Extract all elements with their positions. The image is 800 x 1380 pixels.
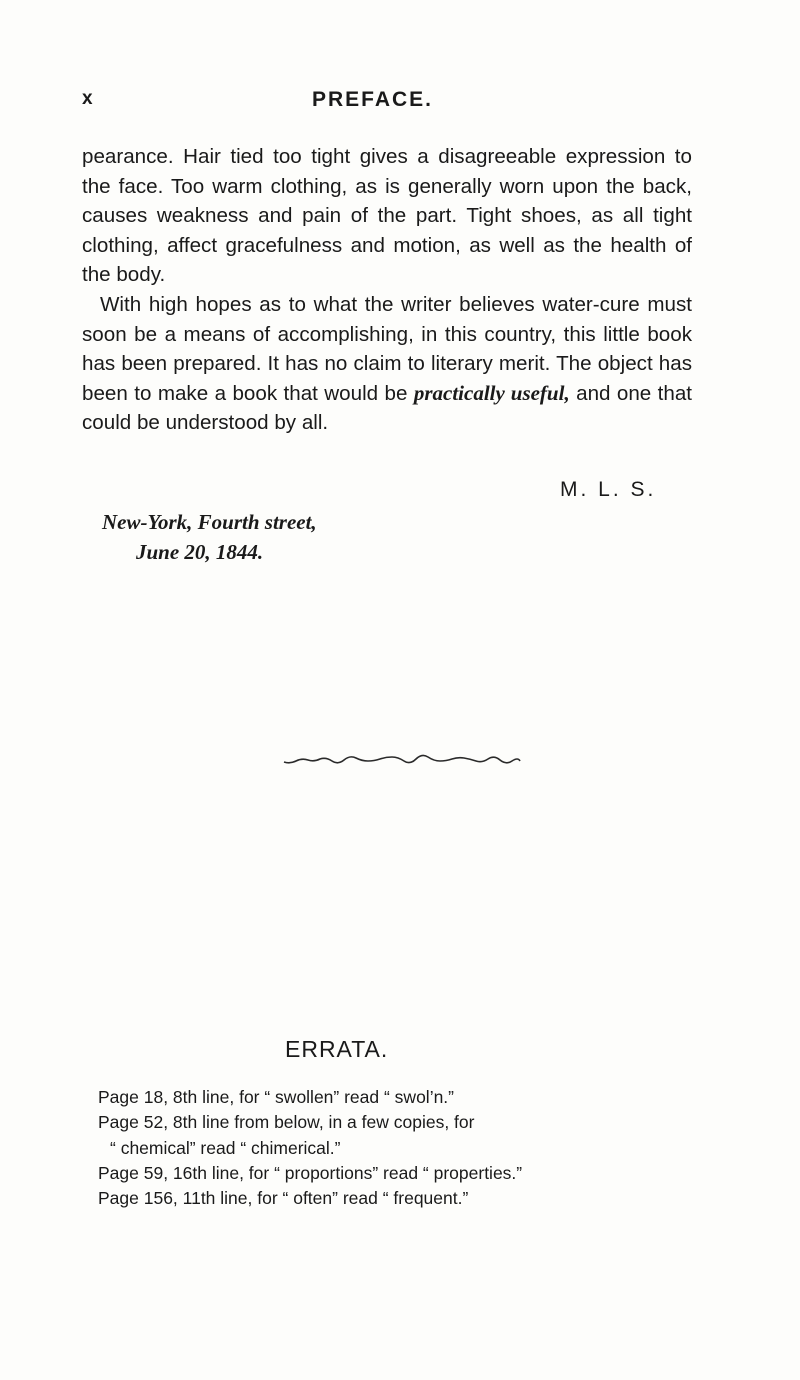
- place-line: New-York, Fourth street,: [102, 510, 317, 534]
- errata-item-continuation: “ chemical” read “ chimerical.”: [110, 1137, 341, 1158]
- author-initials: M. L. S.: [560, 478, 657, 501]
- preface-body: [82, 142, 692, 438]
- errata-item: Page 156, 11th line, for “ often” read “ frequent.”: [98, 1188, 469, 1209]
- paragraph-2-emphasis: practically useful,: [413, 380, 570, 405]
- running-header: [82, 88, 692, 118]
- paragraph-2-text-b: and one that could be understood by all.: [82, 381, 693, 435]
- ornamental-divider: [282, 752, 522, 768]
- page-number: x: [82, 88, 95, 109]
- errata-heading: ERRATA.: [285, 1036, 389, 1062]
- paragraph-1: pearance. Hair tied too tight gives a disagreeable expression to the face. Too warm clothing, as is generally worn upon the back, causes weakness and pain of the part. Tight shoes, as all tight clothing, affect gracefulness and motion, as well as the health of the body.: [82, 145, 692, 287]
- errata-list: [98, 1085, 688, 1211]
- page-title: PREFACE.: [312, 88, 434, 111]
- errata-item: Page 52, 8th line from below, in a few copies, for: [98, 1112, 475, 1133]
- errata-item: Page 18, 8th line, for “ swollen” read “ swol’n.”: [98, 1087, 454, 1107]
- place-and-date: [102, 507, 317, 567]
- date-line: June 20, 1844.: [136, 540, 264, 564]
- paragraph-2-text-a: With high hopes as to what the writer believes water-cure must soon be a means of accomplishing, in this country, this little book has been prepared. It has no claim to literary merit. The object has been to make a book that would be: [82, 292, 692, 405]
- paragraph-2: [82, 290, 692, 438]
- errata-item: Page 59, 16th line, for “ proportions” read “ properties.”: [98, 1162, 523, 1183]
